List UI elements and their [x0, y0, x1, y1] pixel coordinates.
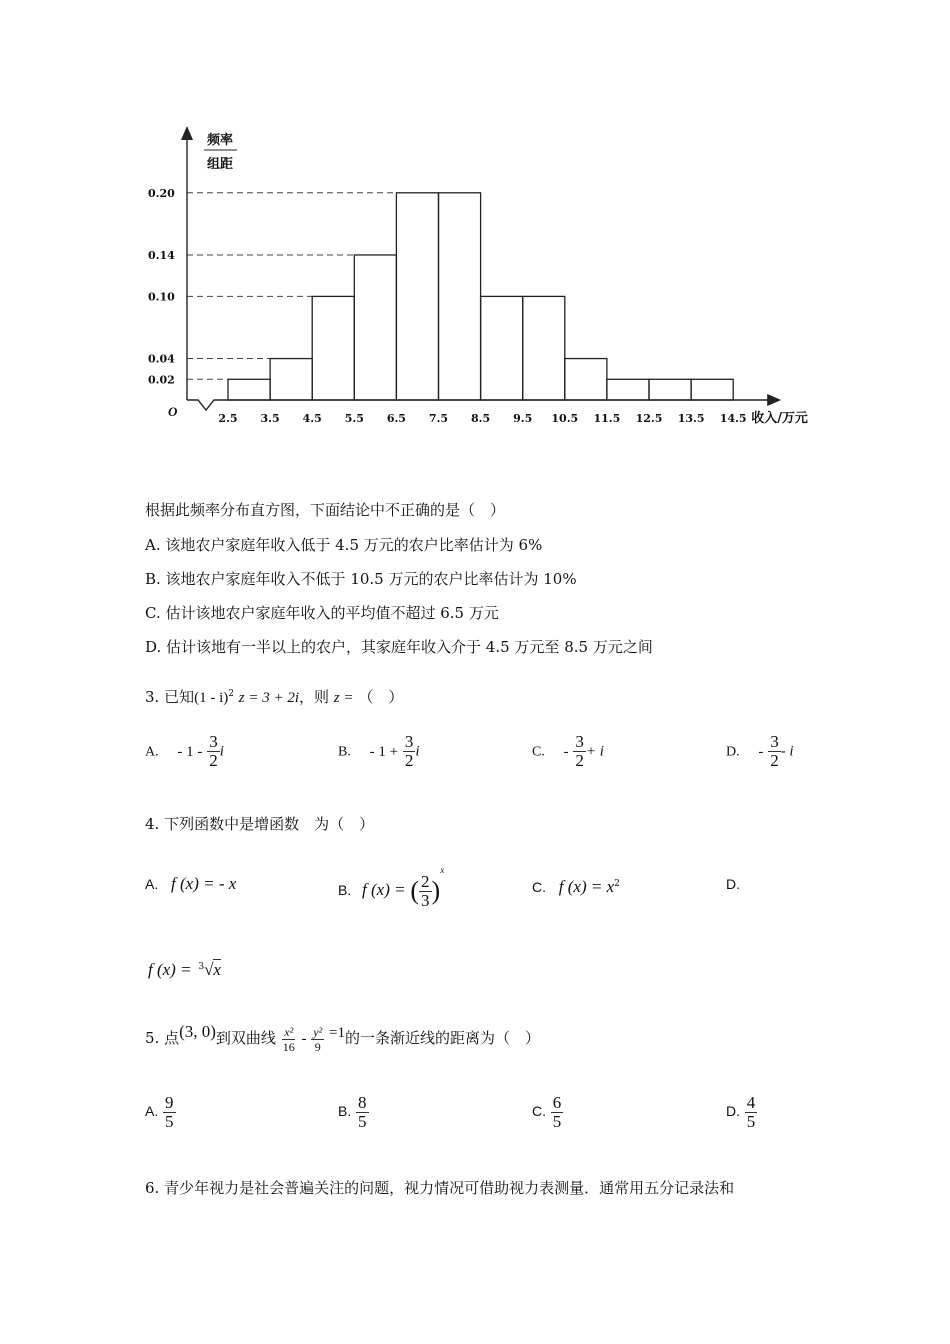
x-tick-label-4: 6.5: [386, 412, 406, 425]
y-axis-label-top: 频率: [207, 133, 234, 148]
q5-number: 5. 点: [145, 1029, 180, 1047]
q5-c-den: 5: [552, 1112, 562, 1131]
q3-option-b: [338, 733, 420, 770]
q4-b-exp: x: [440, 865, 445, 875]
q3-option-a: [145, 733, 224, 770]
x-tick-label-9: 11.5: [593, 412, 621, 425]
q3-d-num: 3: [770, 732, 779, 751]
q3-c-fraction: [573, 733, 586, 770]
histogram-bar-3: [354, 255, 396, 400]
q4-b-num: 2: [421, 871, 430, 891]
q3-c-num: 3: [575, 732, 584, 751]
q2-option-a: A. 该地农户家庭年收入低于 4.5 万元的农户比率估计为 6%: [145, 536, 543, 554]
q4-b-fraction: [419, 873, 432, 910]
q4-c-exp: 2: [614, 879, 620, 889]
q4-b-label: B.: [338, 882, 352, 898]
q5-x-num: x²: [284, 1024, 294, 1039]
q3-option-c: [532, 733, 604, 770]
y-axis-label-bottom: 组距: [207, 157, 234, 172]
q3-a-pre: - 1 -: [177, 743, 203, 760]
q4-option-b: [338, 860, 444, 910]
q5-tail: 的一条渐近线的距离为（ ）: [344, 1029, 540, 1047]
q5-option-c: [532, 1094, 563, 1131]
q3-d-den: 2: [770, 751, 779, 770]
chart-labels: [148, 132, 808, 426]
q4-option-a: [145, 874, 236, 894]
q4-d-radicand: x: [213, 960, 221, 979]
q5-option-d: [726, 1094, 757, 1131]
q5-c-label: C.: [532, 1103, 546, 1119]
q3-number: 3. 已知: [145, 688, 195, 706]
q5-y-fraction: [311, 1025, 324, 1054]
radical-icon: √: [204, 960, 214, 979]
x-tick-label-1: 3.5: [260, 412, 280, 425]
q5-a-den: 5: [165, 1112, 174, 1131]
x-tick-label-8: 10.5: [551, 412, 579, 425]
q3-paren: （ ）: [358, 688, 404, 706]
x-tick-label-2: 4.5: [302, 412, 322, 425]
q3-d-fraction: [768, 733, 781, 770]
q4-option-d: [726, 874, 740, 894]
q3-c-pre: -: [563, 743, 569, 760]
q3-a-den: 2: [209, 751, 218, 770]
q3-a-fraction: [207, 733, 220, 770]
x-tick-label-5: 7.5: [428, 412, 449, 425]
q3-c-den: 2: [575, 751, 584, 770]
q5-b-den: 5: [358, 1112, 367, 1131]
q3-b-num: 3: [404, 732, 414, 751]
x-axis-label: 收入/万元: [751, 411, 808, 426]
q4-b-den: 3: [421, 890, 430, 910]
y-tick-label-3: 0.04: [148, 352, 175, 366]
q4-b-paren-close: ): [431, 876, 441, 905]
y-tick-label-2: 0.10: [148, 290, 175, 304]
frequency-histogram: [140, 120, 830, 440]
y-tick-label-1: 0.14: [148, 248, 175, 262]
x-tick-label-12: 14.5: [719, 412, 747, 425]
q3-z-eq: z =: [333, 690, 354, 706]
q2-option-c: C. 估计该地农户家庭年收入的平均值不超过 6.5 万元: [145, 604, 499, 622]
q4-b-func: f (x) =: [362, 880, 406, 899]
q3-d-pre: -: [758, 743, 764, 760]
q3-then: ，则: [299, 688, 330, 706]
q6-stem: 6. 青少年视力是社会普遍关注的问题，视力情况可借助视力表测量．通常用五分记录法和: [145, 1179, 735, 1197]
q5-b-fraction: [356, 1094, 369, 1131]
q5-y-num: y²: [313, 1024, 323, 1039]
histogram-bar-7: [523, 296, 565, 400]
q4-d-label: D.: [726, 876, 740, 892]
q2-option-b: B. 该地农户家庭年收入不低于 10.5 万元的农户比率估计为 10%: [145, 570, 577, 588]
q5-c-num: 6: [552, 1093, 562, 1112]
q2-option-d: D. 估计该地有一半以上的农户，其家庭年收入介于 4.5 万元至 8.5 万元之间: [145, 638, 653, 656]
x-tick-label-11: 13.5: [677, 412, 705, 425]
q3-b-post: i: [415, 743, 420, 760]
x-tick-label-6: 8.5: [471, 412, 491, 425]
q4-d-func: f (x) =: [148, 960, 192, 979]
q4-stem: 4. 下列函数中是增函数 为（ ）: [145, 815, 375, 833]
q4-option-d-formula: [148, 957, 221, 980]
histogram-bars: [228, 193, 733, 400]
histogram-bar-5: [439, 193, 481, 400]
histogram-bar-11: [691, 379, 733, 400]
q4-a-label: A.: [145, 876, 159, 892]
y-axis-arrow-icon: [181, 126, 193, 140]
q4-c-label: C.: [532, 879, 546, 895]
histogram-bar-0: [228, 379, 270, 400]
q3-a-num: 3: [209, 732, 218, 751]
q5-d-num: 4: [746, 1093, 756, 1112]
q2-stem: 根据此频率分布直方图，下面结论中不正确的是（ ）: [145, 501, 506, 519]
q4-b-paren-open: (: [410, 876, 420, 905]
q4-a-func: f (x) = - x: [171, 874, 237, 893]
histogram-bar-8: [565, 359, 607, 400]
x-axis-line: [187, 400, 773, 410]
q5-to-curve: 到双曲线: [215, 1029, 276, 1047]
x-tick-label-0: 2.5: [218, 412, 238, 425]
q3-a-post: i: [219, 743, 224, 760]
q3-d-post: - i: [780, 743, 794, 760]
histogram-bar-6: [481, 296, 523, 400]
q5-x-fraction: [281, 1025, 297, 1054]
x-tick-label-3: 5.5: [344, 412, 364, 425]
q5-d-fraction: [745, 1094, 758, 1131]
x-axis-arrow-icon: [767, 394, 781, 406]
q3-stem: [145, 684, 403, 708]
x-tick-label-10: 12.5: [635, 412, 663, 425]
q5-d-den: 5: [746, 1112, 756, 1131]
q5-option-a: [145, 1094, 176, 1131]
q5-d-label: D.: [726, 1103, 740, 1119]
q5-x-den: 16: [282, 1039, 295, 1054]
origin-label: O: [168, 404, 178, 419]
q3-c-post: + i: [585, 743, 604, 760]
q3-b-fraction: [403, 733, 416, 770]
q3-eq-mid: z = 3 + 2i: [238, 690, 300, 706]
q4-option-c: [532, 874, 620, 897]
q5-stem: [145, 1022, 540, 1054]
q3-eq-exp: 2: [228, 689, 234, 699]
q5-a-label: A.: [145, 1103, 159, 1119]
q3-b-label: B.: [338, 744, 351, 760]
histogram-bar-9: [607, 379, 649, 400]
q5-b-label: B.: [338, 1103, 352, 1119]
q5-a-num: 9: [165, 1093, 174, 1112]
q3-b-den: 2: [404, 751, 414, 770]
q3-b-pre: - 1 +: [369, 743, 399, 760]
q5-option-b: [338, 1094, 369, 1131]
q5-b-num: 8: [358, 1093, 367, 1112]
q5-y-den: 9: [314, 1039, 321, 1054]
q5-point: (3, 0): [179, 1022, 216, 1041]
q3-option-d: [726, 733, 794, 770]
q3-a-label: A.: [145, 744, 159, 760]
q5-minus: -: [301, 1031, 307, 1047]
q5-c-fraction: [551, 1094, 564, 1131]
q5-a-fraction: [163, 1094, 176, 1131]
q4-d-root-index: 3: [198, 962, 205, 972]
y-tick-label-0: 0.20: [148, 186, 175, 200]
y-tick-label-4: 0.02: [148, 373, 175, 387]
q3-d-label: D.: [726, 744, 740, 760]
histogram-bar-2: [312, 296, 354, 400]
x-tick-label-7: 9.5: [513, 412, 533, 425]
q3-eq-left: (1 - i): [194, 690, 229, 706]
histogram-bar-1: [270, 359, 312, 400]
histogram-bar-4: [396, 193, 438, 400]
q5-eq1: =1: [329, 1025, 345, 1041]
histogram-bar-10: [649, 379, 691, 400]
q4-c-func: f (x) = x: [558, 877, 615, 896]
q3-c-label: C.: [532, 744, 545, 760]
